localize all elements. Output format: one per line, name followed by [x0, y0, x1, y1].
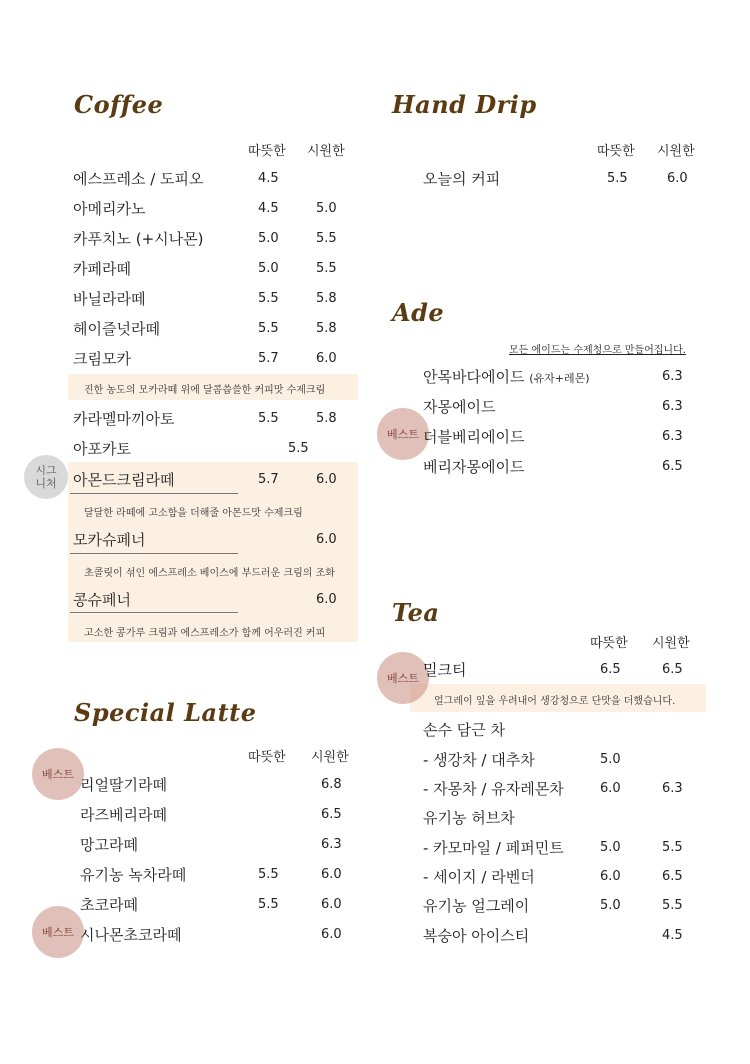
latte-item-name: 망고라떼	[80, 836, 138, 854]
tea-col-iced: 시원한	[652, 636, 690, 651]
tea-item-name: 밀크티	[423, 661, 467, 679]
tea-item-name: - 생강차 / 대추차	[423, 751, 535, 769]
coffee-item-name: 콩슈페너	[73, 591, 131, 609]
tea-price-hot: 6.0	[600, 869, 621, 884]
coffee-price-hot: 4.5	[258, 171, 279, 186]
tea-item-name: - 세이지 / 라벤더	[423, 868, 535, 886]
tea-price-iced: 6.5	[662, 869, 683, 884]
coffee-price-iced: 6.0	[316, 351, 337, 366]
latte-item-name: 초코라떼	[80, 896, 138, 914]
tea-group-label: 손수 담근 차	[423, 721, 505, 739]
ade-price: 6.3	[662, 369, 683, 384]
tea-item-name: 유기농 얼그레이	[423, 897, 530, 915]
divider	[70, 612, 238, 613]
drip-col-iced: 시원한	[657, 144, 695, 159]
coffee-price-hot: 5.5	[258, 291, 279, 306]
ade-heading: Ade	[392, 298, 445, 327]
coffee-price-hot: 5.5	[258, 411, 279, 426]
divider	[70, 553, 238, 554]
latte-price-iced: 6.0	[321, 867, 342, 882]
coffee-price-hot: 5.0	[258, 231, 279, 246]
special-latte-heading: Special Latte	[74, 698, 257, 727]
tea-price-hot: 5.0	[600, 840, 621, 855]
coffee-price-iced: 5.8	[316, 411, 337, 426]
coffee-item-name: 크림모카	[73, 350, 131, 368]
coffee-price-iced: 5.5	[316, 261, 337, 276]
drip-col-hot: 따뜻한	[597, 144, 635, 159]
divider	[70, 493, 238, 494]
drip-price-hot: 5.5	[607, 171, 628, 186]
tea-item-name: - 카모마일 / 페퍼민트	[423, 839, 564, 857]
latte-col-iced: 시원한	[311, 750, 349, 765]
coffee-price-hot: 5.0	[258, 261, 279, 276]
drip-price-iced: 6.0	[667, 171, 688, 186]
tea-price-iced: 5.5	[662, 840, 683, 855]
latte-price-iced: 6.3	[321, 837, 342, 852]
coffee-heading: Coffee	[74, 90, 164, 119]
coffee-item-name: 헤이즐넛라떼	[73, 320, 160, 338]
latte-price-iced: 6.8	[321, 777, 342, 792]
latte-price-iced: 6.5	[321, 807, 342, 822]
hand-drip-heading: Hand Drip	[392, 90, 537, 119]
almond-note: 달달한 라떼에 고소함을 더해줄 아몬드맛 수제크림	[84, 508, 303, 519]
latte-item-name: 리얼딸기라떼	[80, 776, 167, 794]
ade-item-sub: (유자+레몬)	[529, 372, 590, 385]
coffee-item-name: 카라멜마끼아토	[73, 410, 175, 428]
coffee-col-iced: 시원한	[307, 144, 345, 159]
drip-item-name: 오늘의 커피	[423, 170, 501, 188]
tea-price-iced: 6.5	[662, 662, 683, 677]
tea-price-hot: 6.0	[600, 781, 621, 796]
coffee-item-name: 아메리카노	[73, 200, 146, 218]
latte-item-name: 시나몬초코라떼	[80, 926, 182, 944]
latte-price-hot: 5.5	[258, 867, 279, 882]
tea-price-hot: 5.0	[600, 752, 621, 767]
coffee-item-name: 카푸치노 (+시나몬)	[73, 230, 204, 248]
mocha-schp-note: 초콜릿이 섞인 에스프레소 베이스에 부드러운 크림의 조화	[84, 568, 335, 579]
ade-price: 6.3	[662, 429, 683, 444]
ade-item-name: 베리자몽에이드	[423, 458, 525, 476]
ade-item-label: 안목바다에이드	[423, 368, 525, 386]
ade-price: 6.5	[662, 459, 683, 474]
tea-item-name: 복숭아 아이스티	[423, 927, 530, 945]
signature-badge	[24, 455, 68, 499]
coffee-price-iced: 5.5	[316, 231, 337, 246]
coffee-price-iced: 5.8	[316, 321, 337, 336]
coffee-price-iced: 6.0	[316, 472, 337, 487]
best-badge-label: 베스트	[387, 672, 419, 685]
best-badge	[32, 906, 84, 958]
bean-schp-note: 고소한 콩가루 크림과 에스프레소가 함께 어우러진 커피	[84, 628, 326, 639]
tea-item-name: - 자몽차 / 유자레몬차	[423, 780, 564, 798]
latte-price-iced: 6.0	[321, 927, 342, 942]
coffee-price-single: 5.5	[288, 441, 309, 456]
coffee-price-hot: 5.7	[258, 351, 279, 366]
tea-price-hot: 5.0	[600, 898, 621, 913]
coffee-item-name: 모카슈페너	[73, 531, 146, 549]
best-badge	[377, 652, 429, 704]
tea-heading: Tea	[392, 598, 440, 627]
tea-price-iced: 6.3	[662, 781, 683, 796]
coffee-price-hot: 5.7	[258, 472, 279, 487]
latte-price-hot: 5.5	[258, 897, 279, 912]
latte-item-name: 라즈베리라떼	[80, 806, 167, 824]
cream-mocha-note: 진한 농도의 모카라떼 위에 달콤씁쓸한 커피맛 수제크림	[84, 385, 326, 396]
coffee-price-iced: 5.8	[316, 291, 337, 306]
best-badge-label: 베스트	[42, 926, 74, 939]
signature-badge-label: 시그 니처	[35, 464, 57, 490]
tea-price-hot: 6.5	[600, 662, 621, 677]
ade-item-name: 더블베리에이드	[423, 428, 525, 446]
ade-item-name	[423, 366, 590, 387]
latte-item-name: 유기농 녹차라떼	[80, 866, 187, 884]
best-badge-label: 베스트	[42, 768, 74, 781]
tea-col-hot: 따뜻한	[590, 636, 628, 651]
tea-group-label: 유기농 허브차	[423, 809, 515, 827]
ade-note: 모든 에이드는 수제청으로 만들어집니다.	[509, 345, 686, 356]
best-badge	[377, 408, 429, 460]
coffee-item-name: 카페라떼	[73, 260, 131, 278]
coffee-price-hot: 4.5	[258, 201, 279, 216]
coffee-price-hot: 5.5	[258, 321, 279, 336]
best-badge-label: 베스트	[387, 428, 419, 441]
coffee-price-iced: 5.0	[316, 201, 337, 216]
coffee-item-name: 바닐라라떼	[73, 290, 146, 308]
latte-col-hot: 따뜻한	[248, 750, 286, 765]
coffee-item-name: 아포카토	[73, 440, 131, 458]
ade-price: 6.3	[662, 399, 683, 414]
tea-price-iced: 4.5	[662, 928, 683, 943]
milk-tea-note: 얼그레이 잎을 우려내어 생강청으로 단맛을 더했습니다.	[434, 696, 676, 707]
best-badge	[32, 748, 84, 800]
coffee-price-iced: 6.0	[316, 532, 337, 547]
latte-price-iced: 6.0	[321, 897, 342, 912]
coffee-item-name: 에스프레소 / 도피오	[73, 170, 204, 188]
coffee-item-name: 아몬드크림라떼	[73, 471, 175, 489]
ade-item-name: 자몽에이드	[423, 398, 496, 416]
coffee-col-hot: 따뜻한	[248, 144, 286, 159]
tea-price-iced: 5.5	[662, 898, 683, 913]
coffee-price-iced: 6.0	[316, 592, 337, 607]
